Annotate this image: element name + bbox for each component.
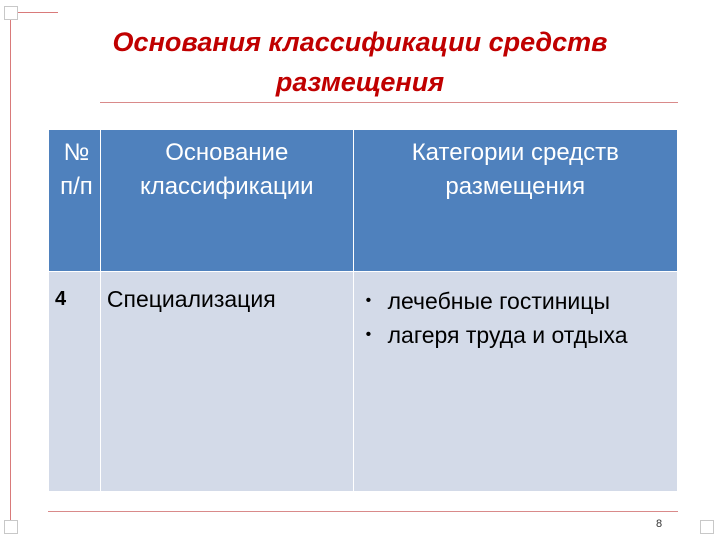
category-text: лагеря труда и отдыха bbox=[387, 322, 628, 348]
corner-square-icon bbox=[700, 520, 714, 534]
bullet-icon: • bbox=[365, 326, 372, 343]
title-divider bbox=[100, 102, 678, 103]
corner-square-icon bbox=[4, 520, 18, 534]
corner-square-icon bbox=[4, 6, 18, 20]
classification-table bbox=[48, 129, 678, 492]
slide-title: Основания классификации средств размещения bbox=[112, 27, 608, 97]
table-row bbox=[49, 272, 678, 492]
table-header-row bbox=[49, 130, 678, 272]
bullet-icon: • bbox=[365, 292, 372, 309]
page-number: 8 bbox=[656, 518, 663, 530]
categories-list bbox=[362, 284, 665, 352]
cell-categories bbox=[353, 272, 677, 492]
list-item bbox=[362, 318, 665, 352]
cell-basis: Специализация bbox=[100, 272, 353, 492]
cell-number: 4 bbox=[49, 272, 101, 492]
header-number: № п/п bbox=[49, 130, 101, 272]
frame-line-left bbox=[10, 12, 11, 532]
category-text: лечебные гостиницы bbox=[387, 288, 610, 314]
header-basis: Основание классификации bbox=[100, 130, 353, 272]
header-categories: Категории средств размещения bbox=[353, 130, 677, 272]
footer-divider bbox=[48, 511, 678, 512]
list-item bbox=[362, 284, 665, 318]
